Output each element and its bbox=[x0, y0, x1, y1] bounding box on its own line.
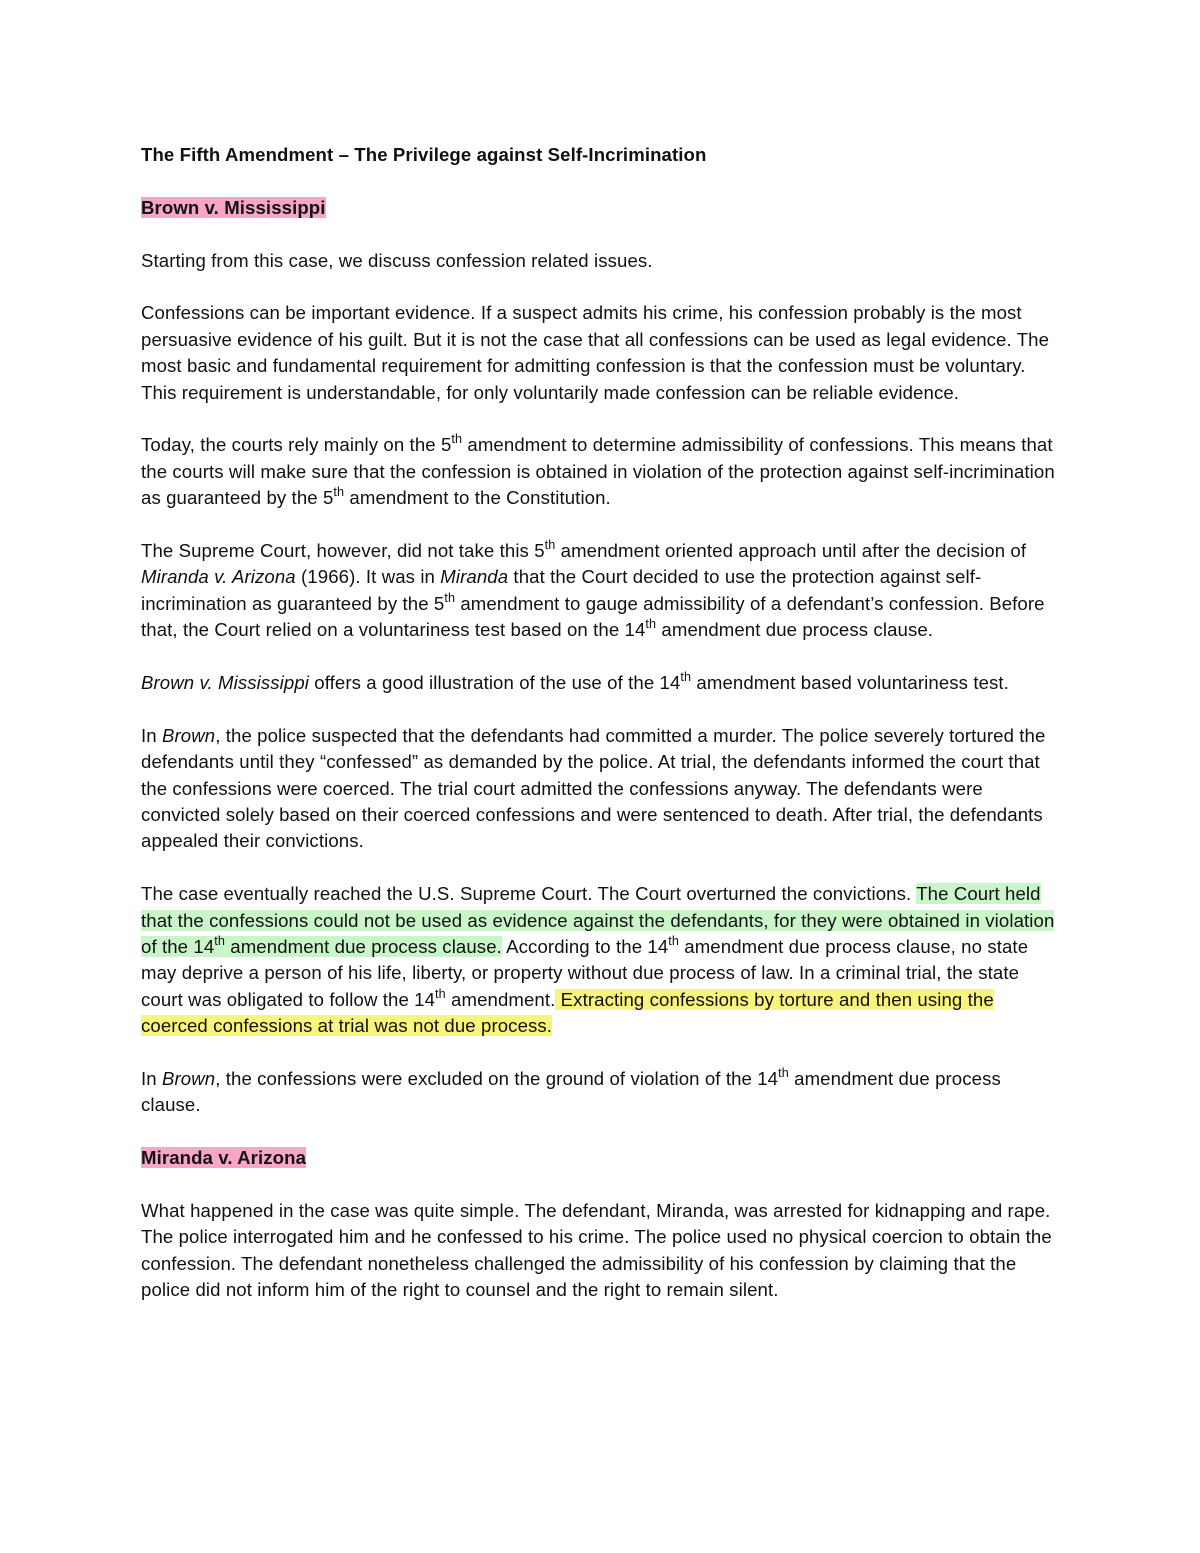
paragraph-today bbox=[141, 432, 1061, 511]
text-run: The Court held that the confessions could not be used as evidence against the defendants, for they were obtained in violation of the 14 bbox=[141, 883, 1055, 958]
text-run: The case eventually reached the U.S. Supreme Court. The Court overturned the convictions. bbox=[141, 883, 917, 905]
paragraph-intro: Starting from this case, we discuss confession related issues. bbox=[141, 249, 653, 271]
text-run: Today, the courts rely mainly on the 5 bbox=[141, 434, 452, 456]
text-run: , the police suspected that the defendants had committed a murder. The police severely tortured the defendants until they “confessed” as demanded by the police. At trial, the defendants informed the court that the confessions were coerced. The trial court admitted the confessions anyway. The defendants were convicted solely based on their coerced confessions and were sentenced to death. After trial, the defendants appealed their convictions. bbox=[141, 724, 1046, 852]
text-run: amendment based voluntariness test. bbox=[691, 672, 1009, 694]
superscript: th bbox=[214, 934, 226, 949]
paragraph-facts-miranda: What happened in the case was quite simple. The defendant, Miranda, was arrested for kidnapping and rape. The police interrogated him and he confessed to his crime. The police used no physical coercion to obtain the confession. The defendant nonetheless challenged the admissibility of his confession by claiming that the police did not inform him of the right to counsel and the right to remain silent. bbox=[141, 1200, 1052, 1301]
yellow-highlight: Extracting confessions by torture and then using the coerced confessions at trial was not due process. bbox=[141, 988, 994, 1037]
text-run: amendment due process clause. bbox=[225, 936, 502, 958]
section-heading-miranda bbox=[141, 1145, 1061, 1171]
paragraph-conclusion-brown bbox=[141, 1066, 1061, 1119]
case-name: Brown bbox=[161, 1068, 216, 1090]
text-run: amendment to determine admissibility of confessions. This means that the courts will make sure that the confession is obtained in violation of the protection against self-incrimination as guaranteed by the 5 bbox=[141, 434, 1055, 509]
case-name: Brown bbox=[161, 724, 216, 746]
paragraph-illustration bbox=[141, 670, 1061, 696]
text-run: In bbox=[141, 1068, 162, 1090]
paragraph-supreme-court bbox=[141, 538, 1061, 644]
miranda-heading-highlight: Miranda v. Arizona bbox=[141, 1147, 307, 1169]
superscript: th bbox=[680, 670, 692, 685]
text-run: amendment due process clause, no state may deprive a person of his life, liberty, or property without due process of law. In a criminal trial, the state court was obligated to follow the 14 bbox=[141, 936, 1029, 1010]
case-name: Miranda bbox=[440, 566, 509, 588]
text-run: amendment due process clause. bbox=[656, 619, 934, 641]
superscript: th bbox=[435, 987, 446, 1002]
text-run: , the confessions were excluded on the ground of violation of the 14 bbox=[215, 1068, 779, 1090]
superscript: th bbox=[668, 934, 680, 949]
superscript: th bbox=[444, 591, 456, 605]
superscript: th bbox=[778, 1066, 789, 1081]
case-name: Brown v. Mississippi bbox=[141, 672, 309, 694]
superscript: th bbox=[645, 617, 657, 632]
paragraph-facts-brown bbox=[141, 723, 1061, 855]
text-run: amendment oriented approach until after the decision of bbox=[555, 540, 1027, 562]
text-run: The Supreme Court, however, did not take this 5 bbox=[141, 540, 545, 562]
brown-heading-highlight: Brown v. Mississippi bbox=[141, 196, 326, 218]
superscript: th bbox=[333, 485, 345, 500]
text-run: amendment to the Constitution. bbox=[344, 487, 611, 509]
text-run: offers a good illustration of the use of the 14 bbox=[309, 672, 681, 694]
document-page bbox=[141, 142, 1061, 1330]
text-run: amendment due process clause. bbox=[141, 1068, 1001, 1116]
text-run: amendment. bbox=[445, 988, 556, 1010]
text-run: According to the 14 bbox=[501, 936, 669, 958]
superscript: th bbox=[451, 432, 463, 447]
section-heading-brown bbox=[141, 195, 1061, 221]
superscript: th bbox=[544, 538, 556, 553]
text-run: that the Court decided to use the protection against self-incrimination as guaranteed by the 5 bbox=[141, 566, 982, 614]
case-name: Miranda v. Arizona bbox=[141, 566, 296, 588]
document-title: The Fifth Amendment – The Privilege against Self-Incrimination bbox=[141, 144, 707, 165]
text-run: (1966). It was in bbox=[295, 566, 441, 588]
text-run: amendment to gauge admissibility of a defendant’s confession. Before that, the Court relied on a voluntariness test based on the 14 bbox=[141, 592, 1045, 641]
paragraph-confessions: Confessions can be important evidence. If a suspect admits his crime, his confession probably is the most persuasive evidence of his guilt. But it is not the case that all confessions can be used as legal evidence. The most basic and fundamental requirement for admitting confession is that the confession must be voluntary. This requirement is understandable, for only voluntarily made confession can be reliable evidence. bbox=[141, 302, 1050, 403]
text-run: In bbox=[141, 724, 162, 746]
paragraph-holding bbox=[141, 881, 1061, 1039]
